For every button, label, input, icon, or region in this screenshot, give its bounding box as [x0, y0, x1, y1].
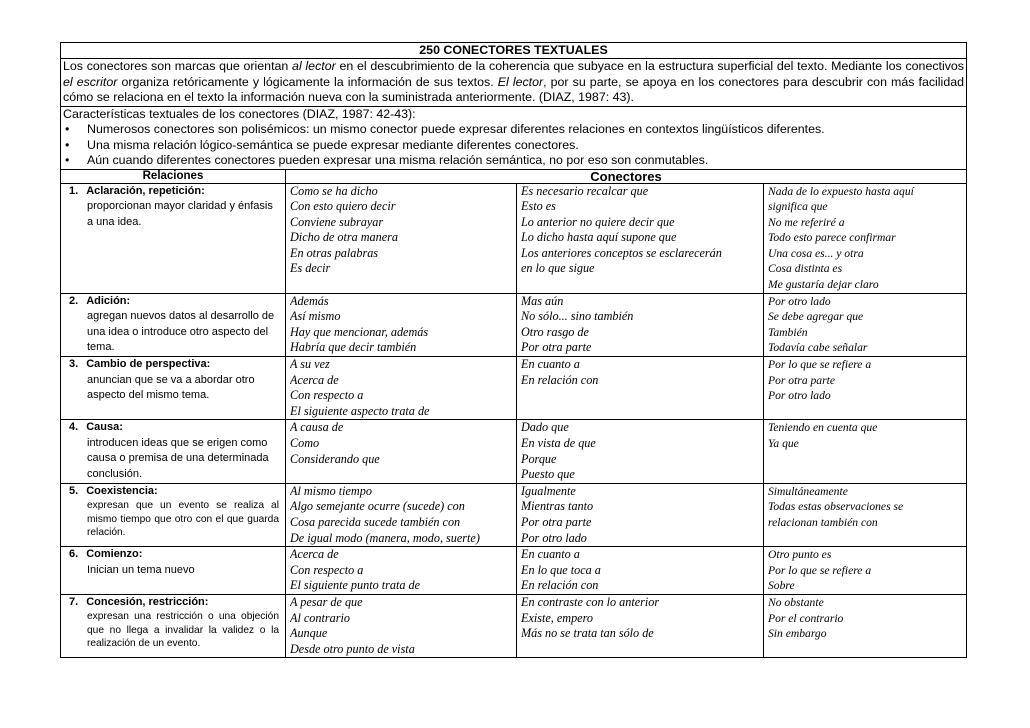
relation-description: expresan una restricción o una objeción que no llega a invalidar la validez o la realización de un evento. — [87, 611, 279, 650]
relation-name: Coexistencia: — [86, 484, 158, 497]
connector-column-1 — [286, 293, 517, 356]
characteristics-section — [61, 106, 967, 169]
connector-item: Por otra parte — [521, 340, 592, 355]
relation-number: 4. — [69, 421, 79, 434]
relation-number: 3. — [69, 358, 79, 371]
characteristic-text: Una misma relación lógico-semántica se puede expresar mediante diferentes conectores. — [87, 137, 579, 152]
header-conectores: Conectores — [286, 169, 967, 183]
connector-item: Porque — [521, 451, 557, 466]
connector-column-2 — [517, 183, 764, 293]
connector-item: Como se ha dicho — [290, 183, 378, 198]
connector-column-1 — [286, 357, 517, 420]
connector-item: Algo semejante ocurre (sucede) con — [290, 499, 465, 514]
connector-column-3 — [764, 183, 967, 293]
connector-column-3 — [764, 594, 967, 657]
connector-column-2 — [517, 357, 764, 420]
connector-column-2 — [517, 594, 764, 657]
connector-item: Como — [290, 436, 320, 450]
connector-item: Considerando que — [290, 451, 380, 466]
connector-item: Me gustaría dejar claro — [768, 278, 879, 292]
characteristic-item — [63, 122, 964, 138]
connector-column-2 — [517, 420, 764, 483]
connector-item: significa que — [768, 200, 828, 214]
characteristic-text: Numerosos conectores son polisémicos: un mismo conector puede expresar diferentes relaciones en contextos lingüísticos diferentes. — [87, 122, 825, 136]
relation-row — [61, 293, 967, 356]
relation-title — [69, 294, 279, 310]
connector-item: Por otra parte — [768, 373, 835, 387]
characteristic-item — [63, 138, 964, 154]
connector-item: En cuanto a — [521, 357, 580, 372]
connector-item: No me referiré a — [768, 215, 845, 229]
relation-number: 6. — [69, 548, 79, 561]
connector-item: Lo anterior no quiere decir que — [521, 214, 675, 229]
connector-item: Cosa parecida sucede también con — [290, 514, 461, 529]
connector-item: Simultáneamente — [768, 484, 848, 498]
connector-item: Otro punto es — [768, 548, 832, 562]
relation-number: 5. — [69, 484, 79, 497]
connector-item: Además — [290, 293, 329, 308]
relation-number: 1. — [69, 184, 79, 197]
connector-item: Todas estas observaciones se — [768, 500, 904, 514]
document-page — [60, 42, 966, 658]
connector-column-2 — [517, 483, 764, 546]
connector-column-1 — [286, 594, 517, 657]
relation-title — [69, 184, 279, 200]
document-title: 250 CONECTORES TEXTUALES — [61, 43, 967, 59]
relation-cell — [61, 293, 286, 356]
relation-description: introducen ideas que se erigen como causa o premisa de una determinada conclusión. — [87, 436, 269, 480]
connector-item: Es necesario recalcar que — [521, 183, 649, 198]
relation-name: Adición: — [86, 294, 131, 307]
connector-item: Cosa distinta es — [768, 262, 843, 276]
connector-column-3 — [764, 483, 967, 546]
connector-item: Acerca de — [290, 547, 339, 562]
relation-row — [61, 547, 967, 595]
connector-column-1 — [286, 183, 517, 293]
connector-item: Con respecto a — [290, 388, 364, 403]
connector-item: en lo que sigue — [521, 261, 595, 276]
connector-item: Hay que mencionar, además — [290, 324, 429, 339]
relation-description: agregan nuevos datos al desarrollo de una idea o introduce otro aspecto del tema. — [87, 310, 275, 354]
connector-item: Una cosa es... y otra — [768, 246, 864, 260]
intro-segment: el escritor — [63, 74, 118, 89]
connector-item: Conviene subrayar — [290, 214, 384, 229]
relation-row — [61, 420, 967, 483]
connector-column-1 — [286, 420, 517, 483]
intro-segment: El lector — [497, 74, 544, 89]
connector-item: En vista de que — [521, 436, 596, 450]
connector-item: No obstante — [768, 595, 824, 609]
intro-segment: Los conectores son marcas que orientan — [63, 59, 293, 73]
bullet-icon: • — [65, 122, 70, 136]
connector-item: No sólo... sino también — [521, 309, 634, 324]
connectors-table — [60, 42, 967, 658]
connector-item: Por lo que se refiere a — [768, 358, 872, 372]
connector-item: Por el contrario — [768, 611, 844, 625]
characteristic-item — [63, 153, 964, 169]
connector-item: También — [768, 325, 808, 339]
connector-item: Desde otro punto de vista — [290, 641, 415, 656]
relation-number: 7. — [69, 595, 79, 608]
connector-item: En lo que toca a — [521, 562, 601, 577]
relation-row — [61, 183, 967, 293]
connector-item: Por otro lado — [768, 389, 831, 403]
relation-title — [69, 420, 279, 436]
relation-name: Aclaración, repetición: — [86, 184, 205, 197]
connector-item: A pesar de que — [290, 594, 363, 609]
connector-item: A causa de — [290, 420, 344, 435]
connector-item: Dado que — [521, 420, 569, 435]
connector-column-3 — [764, 420, 967, 483]
connector-item: Sobre — [768, 579, 795, 593]
relation-cell — [61, 183, 286, 293]
connector-item: Así mismo — [290, 309, 341, 324]
connector-item: relacionan también con — [768, 515, 878, 529]
relation-name: Cambio de perspectiva: — [86, 358, 211, 371]
relation-row — [61, 483, 967, 546]
connector-column-2 — [517, 547, 764, 595]
intro-segment: , por su parte, se apoya en los conectores para descubrir con más facilidad cómo se relaciona en el texto la información nueva con la suministrada anteriormente. (DIAZ, 1987: 43). — [63, 74, 964, 104]
relation-description: proporcionan mayor claridad y énfasis a una idea. — [87, 200, 273, 228]
connector-item: Por otro lado — [768, 294, 831, 308]
intro-segment: en el descubrimiento de la coherencia que subyace en la estructura superficial del texto. Mediante los conectivos — [335, 59, 965, 73]
connector-item: Es decir — [290, 261, 331, 276]
relation-title — [69, 595, 279, 611]
connector-item: De igual modo (manera, modo, suerte) — [290, 530, 480, 545]
connector-item: Acerca de — [290, 372, 339, 387]
connector-item: Mas aún — [521, 293, 564, 308]
connector-item: Al contrario — [290, 610, 350, 625]
connector-item: En cuanto a — [521, 547, 580, 562]
connector-item: Puesto que — [521, 467, 575, 482]
connector-item: Esto es — [521, 199, 556, 214]
connector-item: Por otro lado — [521, 530, 587, 545]
intro-segment: organiza retóricamente y lógicamente la información de sus textos. — [117, 74, 498, 89]
connector-item: Todo esto parece confirmar — [768, 231, 896, 245]
relation-title — [69, 357, 279, 373]
connector-column-2 — [517, 293, 764, 356]
connector-item: A su vez — [290, 357, 330, 372]
relation-description: Inician un tema nuevo — [87, 563, 195, 576]
relation-title — [69, 547, 279, 563]
connector-item: En relación con — [521, 578, 599, 593]
characteristics-heading: Características textuales de los conectores (DIAZ, 1987: 42-43): — [63, 106, 416, 121]
relation-description: expresan que un evento se realiza al mismo tiempo que otro con el que guarda relación. — [87, 500, 279, 539]
connector-column-1 — [286, 547, 517, 595]
connector-column-3 — [764, 293, 967, 356]
connector-item: Otro rasgo de — [521, 324, 589, 339]
connector-item: Los anteriores conceptos se esclarecerán — [521, 245, 722, 260]
header-relaciones: Relaciones — [61, 169, 286, 183]
connector-item: Al mismo tiempo — [290, 483, 372, 498]
relation-name: Causa: — [86, 421, 123, 434]
connector-item: Dicho de otra manera — [290, 230, 398, 245]
connector-item: El siguiente aspecto trata de — [290, 403, 430, 418]
connector-item: Todavía cabe señalar — [768, 341, 868, 355]
relation-cell — [61, 483, 286, 546]
relation-name: Concesión, restricción: — [86, 595, 209, 608]
connector-item: Habría que decir también — [290, 340, 417, 355]
characteristic-text: Aún cuando diferentes conectores pueden expresar una misma relación semántica, no por eso son conmutables. — [87, 153, 709, 167]
connector-item: Con respecto a — [290, 562, 364, 577]
relation-cell — [61, 594, 286, 657]
connector-item: Lo dicho hasta aquí supone que — [521, 230, 677, 245]
relation-description: anuncian que se va a abordar otro aspecto del mismo tema. — [87, 373, 255, 402]
connector-item: Nada de lo expuesto hasta aquí — [768, 184, 914, 198]
connector-item: Sin embargo — [768, 627, 827, 641]
connector-item: Existe, empero — [521, 610, 593, 625]
relation-row — [61, 594, 967, 657]
intro-paragraph — [61, 59, 967, 107]
connector-item: Más no se trata tan sólo de — [521, 626, 654, 641]
connector-item: Por lo que se refiere a — [768, 563, 872, 577]
connector-column-3 — [764, 357, 967, 420]
relation-cell — [61, 420, 286, 483]
connector-item: En otras palabras — [290, 245, 379, 260]
connector-item: Ya que — [768, 437, 799, 450]
connector-item: Con esto quiero decir — [290, 199, 396, 214]
connector-item: En contraste con lo anterior — [521, 594, 660, 609]
connector-column-3 — [764, 547, 967, 595]
connector-column-1 — [286, 483, 517, 546]
relation-title — [69, 484, 279, 500]
intro-segment: al lector — [292, 59, 336, 73]
connector-item: Mientras tanto — [521, 499, 594, 514]
connector-item: Aunque — [290, 626, 328, 641]
connector-item: Igualmente — [521, 483, 576, 498]
connector-item: Teniendo en cuenta que — [768, 421, 878, 435]
characteristics-list — [63, 122, 964, 169]
relation-cell — [61, 547, 286, 595]
connector-item: En relación con — [521, 372, 599, 387]
relation-cell — [61, 357, 286, 420]
relation-number: 2. — [69, 294, 79, 307]
bullet-icon: • — [65, 153, 70, 167]
connector-item: Se debe agregar que — [768, 310, 864, 324]
relation-row — [61, 357, 967, 420]
bullet-icon: • — [65, 137, 70, 152]
relation-name: Comienzo: — [86, 548, 143, 561]
connector-item: El siguiente punto trata de — [290, 578, 420, 593]
connector-item: Por otra parte — [521, 514, 592, 529]
